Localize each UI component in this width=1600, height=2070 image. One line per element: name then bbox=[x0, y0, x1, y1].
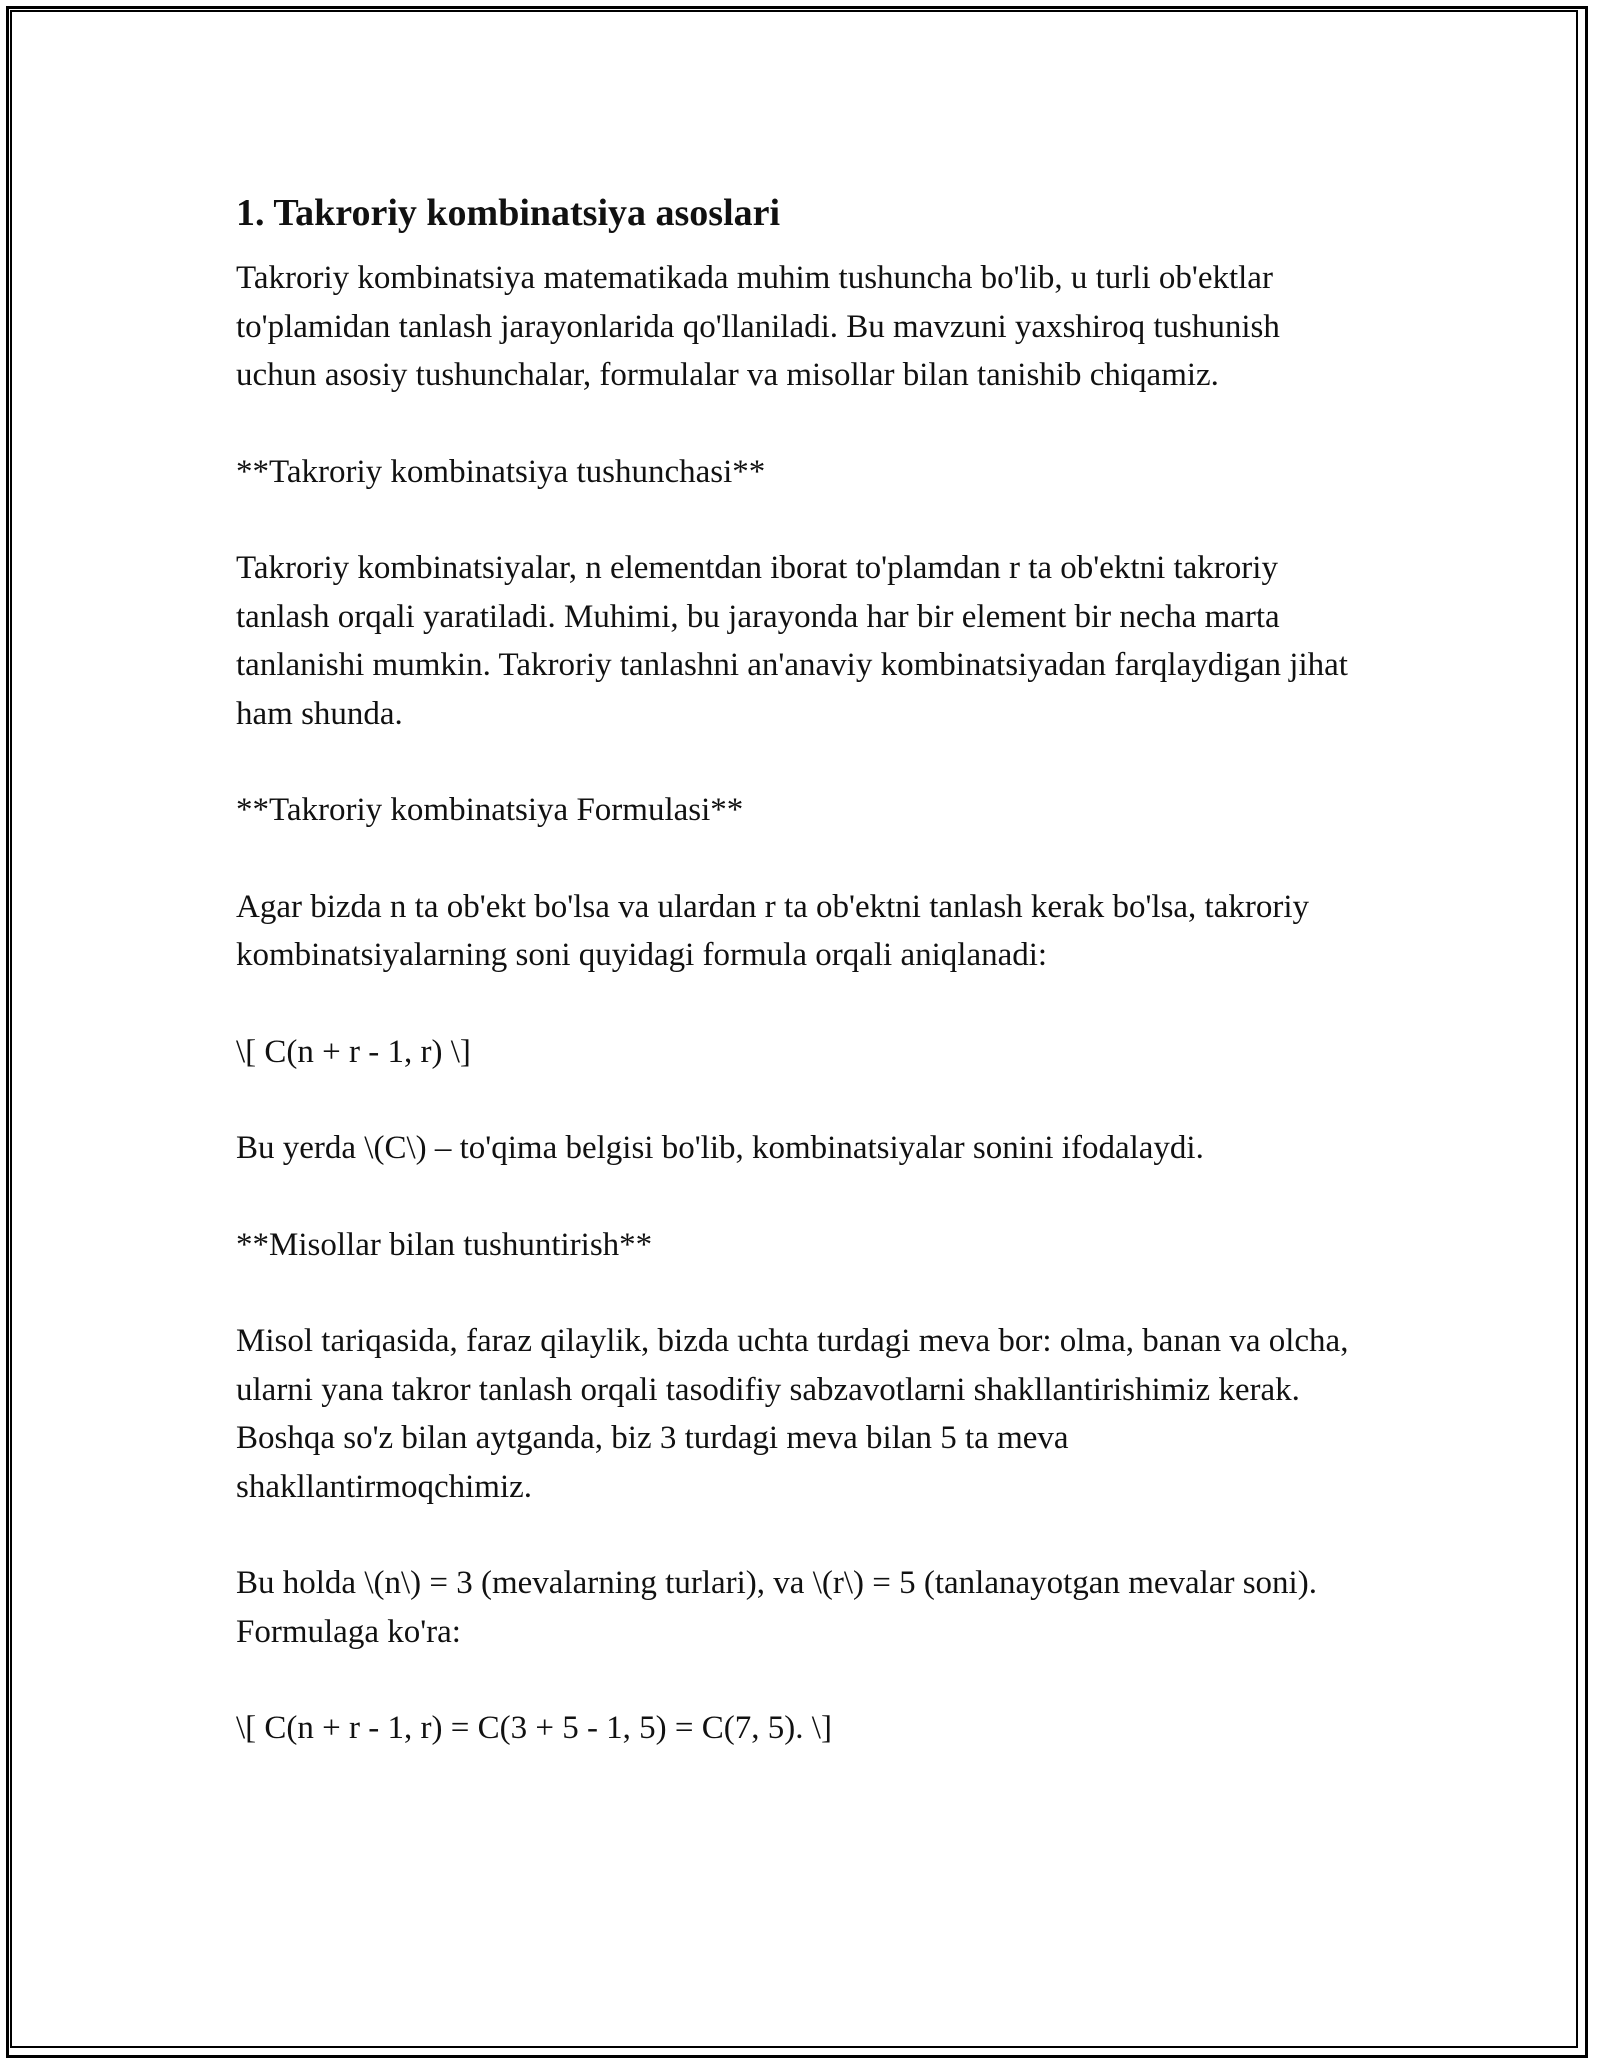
concept-paragraph: Takroriy kombinatsiyalar, n elementdan iborat to'plamdan r ta ob'ektni takroriy tanlash orqali yaratiladi. Muhimi, bu jarayonda har bir element bir necha marta tanlanishi mumkin. Takroriy tanlashni an'anaviy kombinatsiyadan farqlaydigan jihat ham shunda. bbox=[236, 550, 1348, 732]
intro-paragraph: Takroriy kombinatsiya matematikada muhim tushuncha bo'lib, u turli ob'ektlar to'plamidan tanlash jarayonlarida qo'llaniladi. Bu mavzuni yaxshiroq tushunish uchun asosiy tushunchalar, formulalar va misollar bilan tanishib chiqamiz. bbox=[236, 260, 1280, 393]
formula-line: \[ C(n + r - 1, r) \] bbox=[236, 1033, 471, 1070]
example-paragraph: Misol tariqasida, faraz qilaylik, bizda uchta turdagi meva bor: olma, banan va olcha, ularni yana takror tanlash orqali tasodifiy sabzavotlarni shakllantirishimiz kerak. Boshqa so'z bilan aytganda, biz 3 turdagi meva bilan 5 ta meva shakllantirmoqchimiz. bbox=[236, 1323, 1349, 1505]
document-body bbox=[236, 184, 1366, 1801]
subheading-formula: **Takroriy kombinatsiya Formulasi** bbox=[236, 792, 744, 828]
formula-intro-paragraph: Agar bizda n ta ob'ekt bo'lsa va ulardan r ta ob'ektni tanlash kerak bo'lsa, takroriy kombinatsiyalarning soni quyidagi formula orqali aniqlanadi: bbox=[236, 888, 1310, 973]
example-formula-line: \[ C(n + r - 1, r) = C(3 + 5 - 1, 5) = C(7, 5). \] bbox=[236, 1710, 832, 1746]
formula-explanation: Bu yerda \(C\) – to'qima belgisi bo'lib, kombinatsiyalar sonini ifodalaydi. bbox=[236, 1130, 1204, 1166]
example-values-paragraph: Bu holda \(n\) = 3 (mevalarning turlari), va \(r\) = 5 (tanlanayotgan mevalar soni). Formulaga ko'ra: bbox=[236, 1565, 1317, 1650]
subheading-examples: **Misollar bilan tushuntirish** bbox=[236, 1226, 653, 1263]
section-heading: 1. Takroriy kombinatsiya asoslari bbox=[236, 192, 781, 234]
subheading-concept: **Takroriy kombinatsiya tushunchasi** bbox=[236, 453, 766, 490]
